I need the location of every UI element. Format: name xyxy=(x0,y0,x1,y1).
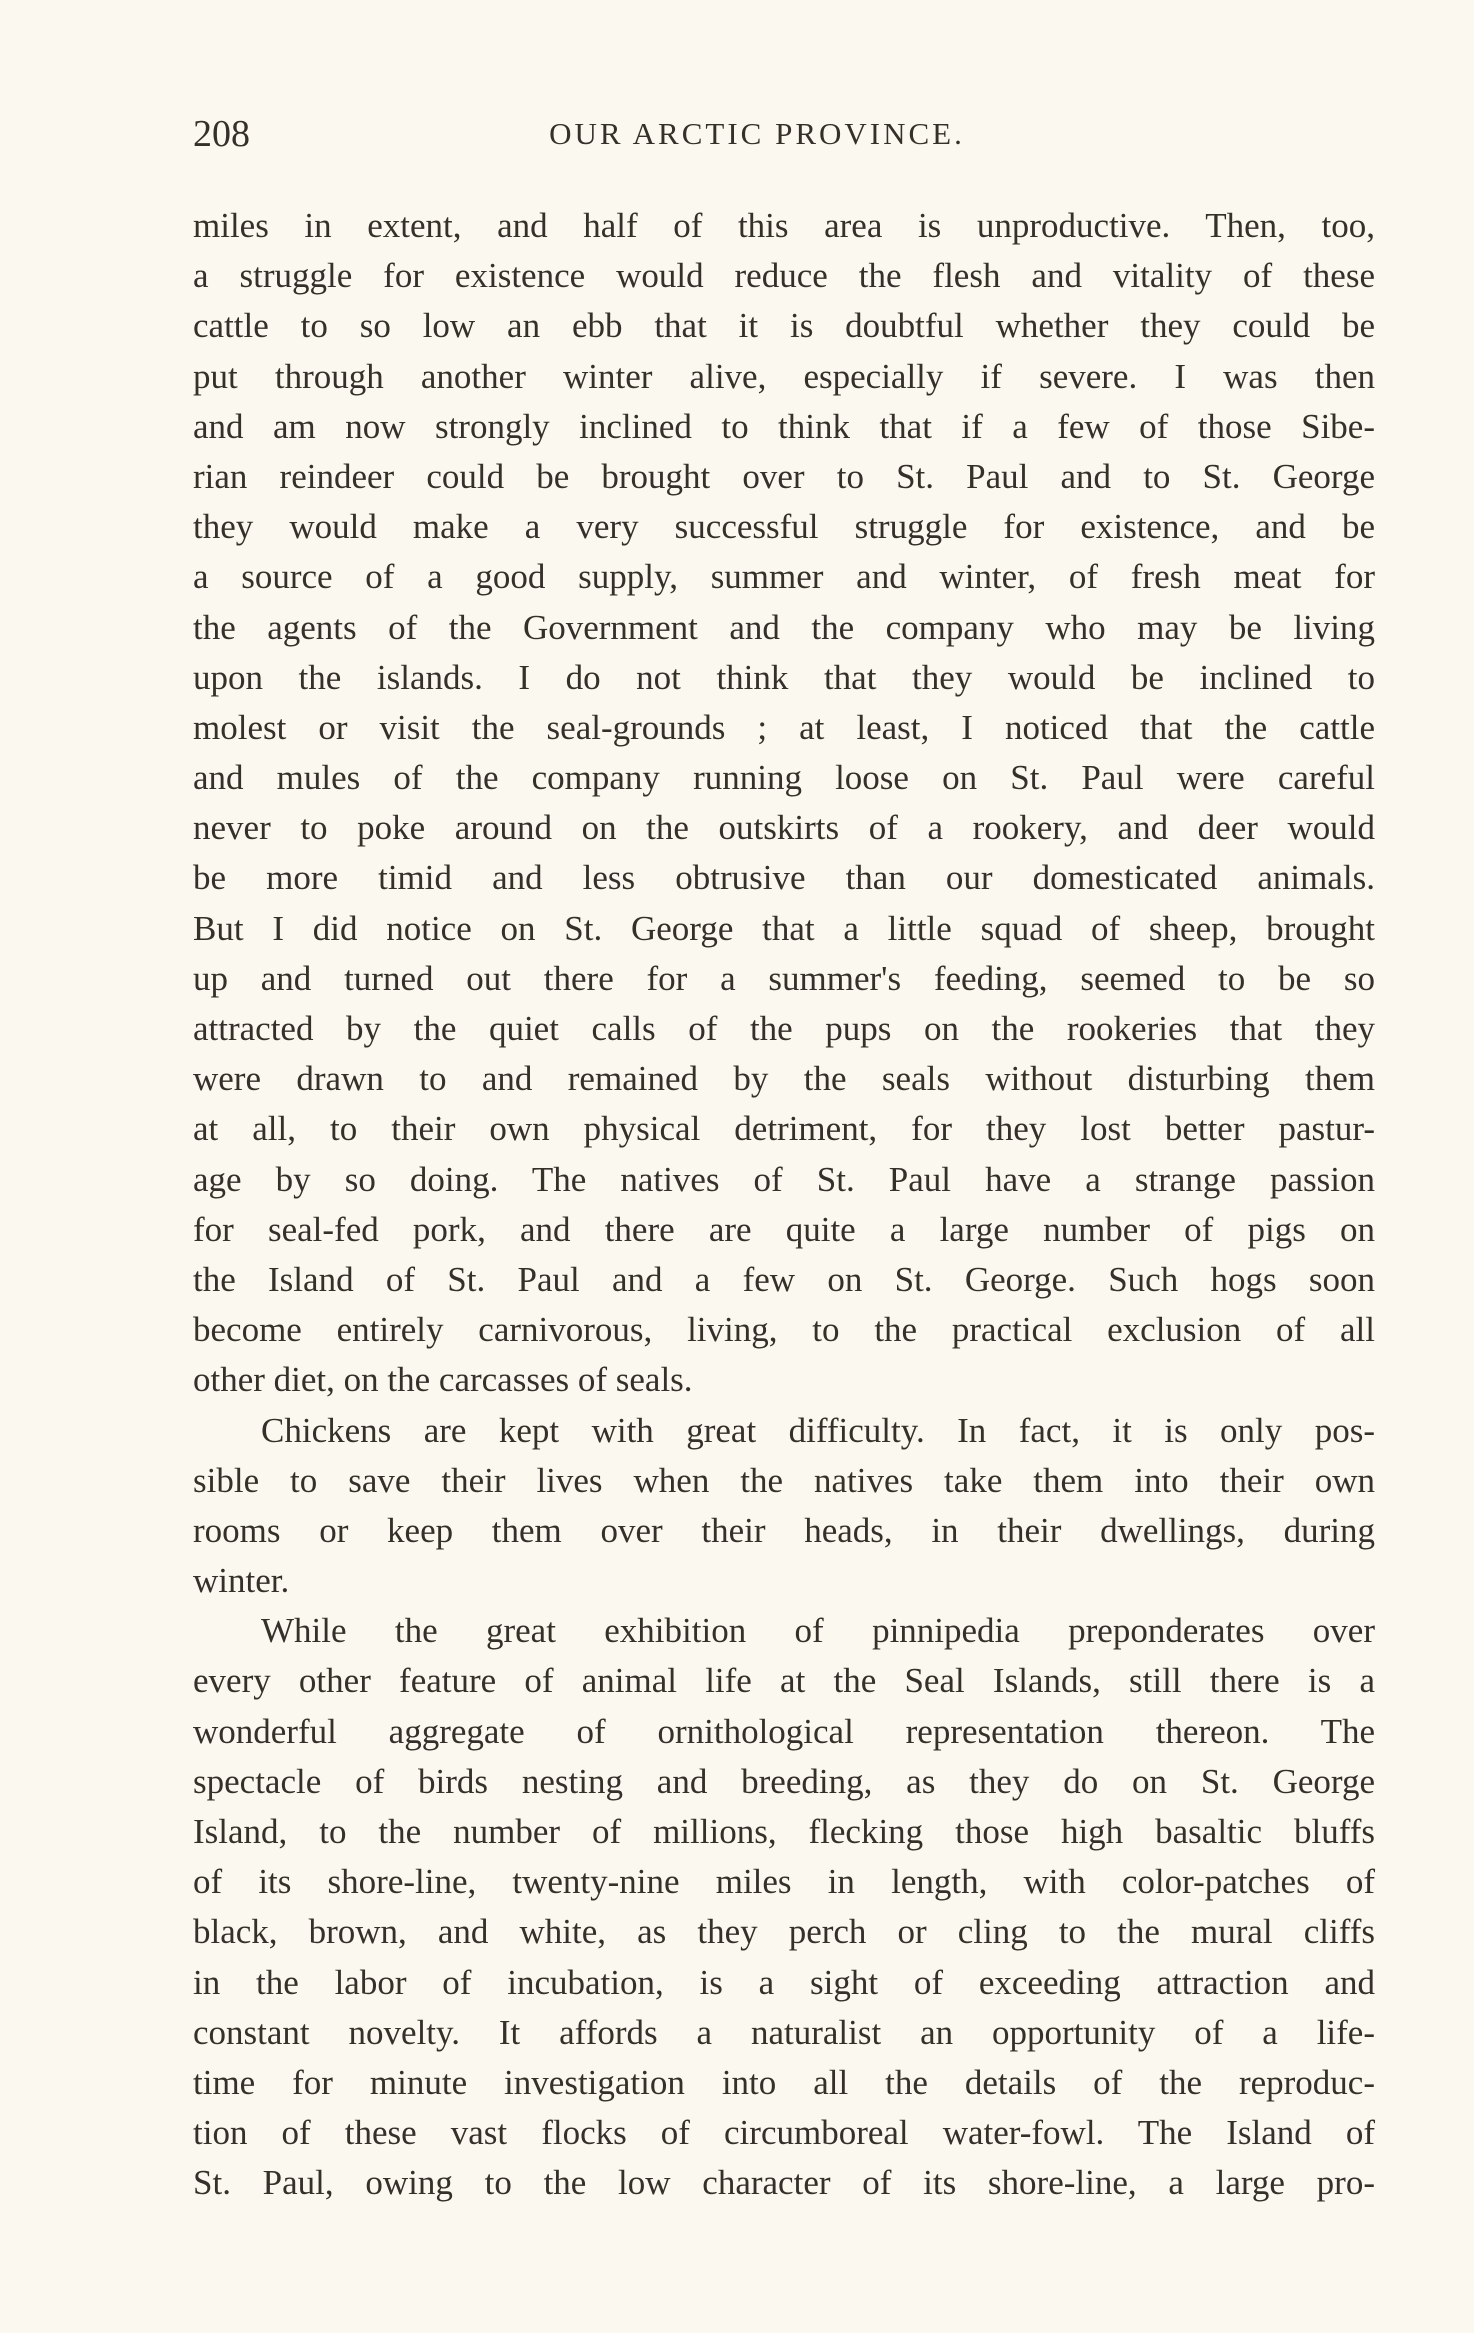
text-line: While the great exhibition of pinnipedia preponderates over xyxy=(261,1611,1375,1651)
text-line: cattle to so low an ebb that it is doubtful whether they could be xyxy=(193,306,1375,346)
text-line: age by so doing. The natives of St. Paul have a strange passion xyxy=(193,1159,1375,1199)
text-line: were drawn to and remained by the seals without disturbing them xyxy=(193,1059,1375,1099)
text-line: time for minute investigation into all the details of the reproduc- xyxy=(193,2062,1375,2102)
text-line: St. Paul, owing to the low character of its shore-line, a large pro- xyxy=(193,2163,1375,2203)
text-line: a struggle for existence would reduce the flesh and vitality of these xyxy=(193,256,1375,296)
text-line: black, brown, and white, as they perch or cling to the mural cliffs xyxy=(193,1912,1375,1952)
text-line: the agents of the Government and the company who may be living xyxy=(193,607,1375,647)
text-line: for seal-fed pork, and there are quite a large number of pigs on xyxy=(193,1209,1375,1249)
text-line: be more timid and less obtrusive than our domesticated animals. xyxy=(193,858,1375,898)
text-line: rooms or keep them over their heads, in their dwellings, during xyxy=(193,1510,1375,1550)
text-line: rian reindeer could be brought over to St. Paul and to St. George xyxy=(193,456,1375,496)
page-number: 208 xyxy=(193,113,250,155)
text-line: up and turned out there for a summer's feeding, seemed to be so xyxy=(193,958,1375,998)
text-line: sible to save their lives when the natives take them into their own xyxy=(193,1460,1375,1500)
text-line: a source of a good supply, summer and winter, of fresh meat for xyxy=(193,557,1375,597)
text-line: put through another winter alive, especially if severe. I was then xyxy=(193,356,1375,396)
text-line: other diet, on the carcasses of seals. xyxy=(193,1360,693,1400)
text-line: attracted by the quiet calls of the pups on the rookeries that they xyxy=(193,1009,1375,1048)
text-line: Island, to the number of millions, flecking those high basaltic bluffs xyxy=(193,1812,1375,1851)
text-line: never to poke around on the outskirts of a rookery, and deer would xyxy=(193,808,1375,848)
text-line: wonderful aggregate of ornithological representation thereon. The xyxy=(193,1711,1375,1751)
text-line: in the labor of incubation, is a sight of exceeding attraction and xyxy=(193,1962,1375,2002)
text-line: Chickens are kept with great difficulty. In fact, it is only pos- xyxy=(261,1410,1375,1450)
text-line: upon the islands. I do not think that they would be inclined to xyxy=(193,657,1375,697)
text-line: winter. xyxy=(193,1561,290,1601)
text-line: and am now strongly inclined to think that if a few of those Sibe- xyxy=(193,406,1375,446)
text-line: But I did notice on St. George that a little squad of sheep, brought xyxy=(193,908,1375,948)
text-line: of its shore-line, twenty-nine miles in length, with color-patches of xyxy=(193,1862,1375,1902)
text-line: and mules of the company running loose on St. Paul were careful xyxy=(193,758,1375,798)
text-line: constant novelty. It affords a naturalist an opportunity of a life- xyxy=(193,2012,1375,2052)
text-line: tion of these vast flocks of circumboreal water-fowl. The Island of xyxy=(193,2113,1375,2153)
text-line: the Island of St. Paul and a few on St. George. Such hogs soon xyxy=(193,1259,1375,1299)
text-line: they would make a very successful struggle for existence, and be xyxy=(193,507,1375,547)
text-line: at all, to their own physical detriment, for they lost better pastur- xyxy=(193,1109,1375,1149)
text-line: spectacle of birds nesting and breeding, as they do on St. George xyxy=(193,1761,1375,1801)
text-line: every other feature of animal life at the Seal Islands, still there is a xyxy=(193,1661,1375,1701)
text-line: miles in extent, and half of this area is unproductive. Then, too, xyxy=(193,206,1375,245)
text-line: become entirely carnivorous, living, to the practical exclusion of all xyxy=(193,1310,1375,1350)
body-text xyxy=(193,201,1375,2209)
running-title: OUR ARCTIC PROVINCE. xyxy=(549,116,965,151)
text-line: molest or visit the seal-grounds ; at least, I noticed that the cattle xyxy=(193,707,1375,747)
